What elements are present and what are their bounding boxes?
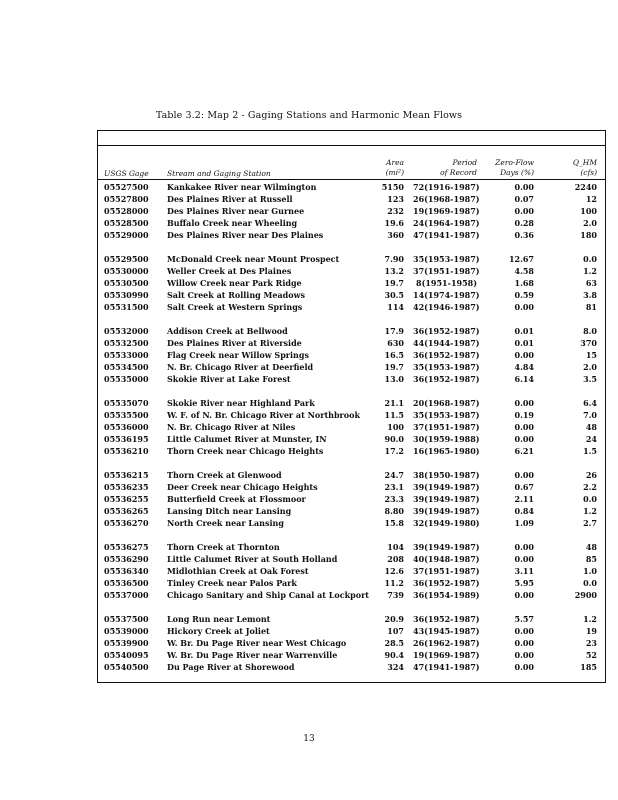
gage-id: 05533000 xyxy=(104,350,149,360)
period-of-record: 37(1951-1987) xyxy=(413,266,480,276)
drainage-area: 19.6 xyxy=(384,218,404,228)
table-row xyxy=(98,301,605,313)
drainage-area: 232 xyxy=(387,206,404,216)
harmonic-mean-flow: 6.4 xyxy=(583,398,597,408)
table-frame xyxy=(97,130,606,683)
gage-id: 05536270 xyxy=(104,518,149,528)
table-row xyxy=(98,589,605,601)
header-gage-label: USGS Gage xyxy=(104,169,149,178)
zero-flow-days: 0.00 xyxy=(514,182,534,192)
table-row xyxy=(98,361,605,373)
station-name: Salt Creek at Western Springs xyxy=(167,302,303,312)
station-name: Buffalo Creek near Wheeling xyxy=(167,218,298,228)
drainage-area: 7.90 xyxy=(384,254,404,264)
zero-flow-days: 0.00 xyxy=(514,206,534,216)
station-name: Tinley Creek near Palos Park xyxy=(167,578,297,588)
station-name: Skokie River near Highland Park xyxy=(167,398,315,408)
gage-id: 05529500 xyxy=(104,254,149,264)
table-row xyxy=(98,613,605,625)
drainage-area: 208 xyxy=(387,554,404,564)
period-of-record: 72(1916-1987) xyxy=(413,182,480,192)
zero-flow-days: 0.00 xyxy=(514,398,534,408)
gage-id: 05530500 xyxy=(104,278,149,288)
harmonic-mean-flow: 26 xyxy=(585,470,597,480)
drainage-area: 90.4 xyxy=(384,650,404,660)
drainage-area: 324 xyxy=(387,662,404,672)
drainage-area: 11.2 xyxy=(384,578,404,588)
period-of-record: 19(1969-1987) xyxy=(413,206,480,216)
gage-id: 05531500 xyxy=(104,302,149,312)
station-name: Skokie River at Lake Forest xyxy=(167,374,291,384)
drainage-area: 23.3 xyxy=(384,494,404,504)
zero-flow-days: 0.59 xyxy=(514,290,534,300)
period-of-record: 14(1974-1987) xyxy=(413,290,480,300)
gage-id: 05528500 xyxy=(104,218,149,228)
period-of-record: 43(1945-1987) xyxy=(413,626,480,636)
gage-id: 05534500 xyxy=(104,362,149,372)
station-name: W. Br. Du Page River near West Chicago xyxy=(167,638,347,648)
table-row xyxy=(98,565,605,577)
station-name: Little Calumet River at South Holland xyxy=(167,554,338,564)
harmonic-mean-flow: 3.5 xyxy=(583,374,597,384)
header-stream xyxy=(167,169,271,179)
drainage-area: 360 xyxy=(387,230,404,240)
harmonic-mean-flow: 48 xyxy=(585,422,597,432)
zero-flow-days: 3.11 xyxy=(514,566,534,576)
harmonic-mean-flow: 15 xyxy=(585,350,597,360)
station-name: Du Page River at Shorewood xyxy=(167,662,295,672)
harmonic-mean-flow: 0.0 xyxy=(583,254,597,264)
drainage-area: 739 xyxy=(387,590,404,600)
header-period-top: Period xyxy=(452,158,477,167)
period-of-record: 36(1952-1987) xyxy=(413,614,480,624)
zero-flow-days: 0.00 xyxy=(514,302,534,312)
drainage-area: 630 xyxy=(387,338,404,348)
drainage-area: 19.7 xyxy=(384,362,404,372)
table-row xyxy=(98,637,605,649)
zero-flow-days: 0.00 xyxy=(514,650,534,660)
period-of-record: 42(1946-1987) xyxy=(413,302,480,312)
gage-id: 05536290 xyxy=(104,554,149,564)
station-name: Midlothian Creek at Oak Forest xyxy=(167,566,309,576)
header-area xyxy=(358,158,404,178)
drainage-area: 5150 xyxy=(381,182,404,192)
zero-flow-days: 0.84 xyxy=(514,506,534,516)
zero-flow-days: 12.67 xyxy=(508,254,534,264)
drainage-area: 21.1 xyxy=(384,398,404,408)
station-name: Butterfield Creek at Flossmoor xyxy=(167,494,306,504)
harmonic-mean-flow: 3.8 xyxy=(583,290,597,300)
harmonic-mean-flow: 19 xyxy=(585,626,597,636)
drainage-area: 11.5 xyxy=(384,410,404,420)
top-rule xyxy=(98,145,605,146)
harmonic-mean-flow: 0.0 xyxy=(583,494,597,504)
zero-flow-days: 0.00 xyxy=(514,350,534,360)
period-of-record: 40(1948-1987) xyxy=(413,554,480,564)
drainage-area: 19.7 xyxy=(384,278,404,288)
harmonic-mean-flow: 7.0 xyxy=(583,410,597,420)
period-of-record: 37(1951-1987) xyxy=(413,422,480,432)
period-of-record: 36(1952-1987) xyxy=(413,326,480,336)
row-group xyxy=(98,181,605,241)
station-name: W. F. of N. Br. Chicago River at Northbrook xyxy=(167,410,360,420)
station-name: Des Plaines River at Riverside xyxy=(167,338,302,348)
header-zero-flow xyxy=(482,158,534,178)
gage-id: 05539000 xyxy=(104,626,149,636)
gage-id: 05536000 xyxy=(104,422,149,432)
station-name: Des Plaines River near Des Plaines xyxy=(167,230,324,240)
drainage-area: 8.80 xyxy=(384,506,404,516)
period-of-record: 36(1952-1987) xyxy=(413,578,480,588)
gage-id: 05532000 xyxy=(104,326,149,336)
station-name: Des Plaines River at Russell xyxy=(167,194,293,204)
period-of-record: 20(1968-1987) xyxy=(413,398,480,408)
table-row xyxy=(98,373,605,385)
period-of-record: 36(1954-1989) xyxy=(413,590,480,600)
table-row xyxy=(98,541,605,553)
drainage-area: 123 xyxy=(387,194,404,204)
station-name: Addison Creek at Bellwood xyxy=(167,326,288,336)
period-of-record: 36(1952-1987) xyxy=(413,374,480,384)
zero-flow-days: 4.58 xyxy=(514,266,534,276)
gage-id: 05537000 xyxy=(104,590,149,600)
harmonic-mean-flow: 1.5 xyxy=(583,446,597,456)
gage-id: 05536215 xyxy=(104,470,149,480)
station-name: Des Plaines River near Gurnee xyxy=(167,206,305,216)
gage-id: 05530990 xyxy=(104,290,149,300)
zero-flow-days: 6.21 xyxy=(514,446,534,456)
header-rule xyxy=(98,179,605,180)
drainage-area: 24.7 xyxy=(384,470,404,480)
harmonic-mean-flow: 1.0 xyxy=(583,566,597,576)
harmonic-mean-flow: 2240 xyxy=(574,182,597,192)
table-row xyxy=(98,625,605,637)
gage-id: 05529000 xyxy=(104,230,149,240)
table-row xyxy=(98,517,605,529)
table-row xyxy=(98,445,605,457)
zero-flow-days: 0.00 xyxy=(514,626,534,636)
station-name: Thorn Creek near Chicago Heights xyxy=(167,446,324,456)
table-row xyxy=(98,421,605,433)
period-of-record: 44(1944-1987) xyxy=(413,338,480,348)
zero-flow-days: 1.68 xyxy=(514,278,534,288)
gage-id: 05527800 xyxy=(104,194,149,204)
harmonic-mean-flow: 185 xyxy=(580,662,597,672)
zero-flow-days: 0.67 xyxy=(514,482,534,492)
header-zero-top: Zero-Flow xyxy=(495,158,534,167)
period-of-record: 36(1952-1987) xyxy=(413,350,480,360)
harmonic-mean-flow: 23 xyxy=(585,638,597,648)
gage-id: 05536275 xyxy=(104,542,149,552)
table-row xyxy=(98,253,605,265)
header-gage xyxy=(104,169,149,179)
zero-flow-days: 0.01 xyxy=(514,326,534,336)
table-row xyxy=(98,505,605,517)
zero-flow-days: 0.00 xyxy=(514,638,534,648)
table-row xyxy=(98,205,605,217)
harmonic-mean-flow: 24 xyxy=(585,434,597,444)
table-row xyxy=(98,481,605,493)
gage-id: 05530000 xyxy=(104,266,149,276)
gage-id: 05536340 xyxy=(104,566,149,576)
gage-id: 05540095 xyxy=(104,650,149,660)
table-row xyxy=(98,217,605,229)
gage-id: 05537500 xyxy=(104,614,149,624)
table-row xyxy=(98,277,605,289)
table-row xyxy=(98,397,605,409)
drainage-area: 100 xyxy=(387,422,404,432)
harmonic-mean-flow: 2.0 xyxy=(583,362,597,372)
station-name: Flag Creek near Willow Springs xyxy=(167,350,309,360)
table-row xyxy=(98,553,605,565)
gage-id: 05532500 xyxy=(104,338,149,348)
zero-flow-days: 1.09 xyxy=(514,518,534,528)
station-name: Little Calumet River at Munster, IN xyxy=(167,434,327,444)
harmonic-mean-flow: 0.0 xyxy=(583,578,597,588)
gage-id: 05535070 xyxy=(104,398,149,408)
zero-flow-days: 5.57 xyxy=(514,614,534,624)
harmonic-mean-flow: 2900 xyxy=(574,590,597,600)
station-name: Deer Creek near Chicago Heights xyxy=(167,482,318,492)
zero-flow-days: 2.11 xyxy=(514,494,534,504)
gage-id: 05536265 xyxy=(104,506,149,516)
table-body xyxy=(98,181,605,685)
header-area-top: Area xyxy=(386,158,404,167)
period-of-record: 47(1941-1987) xyxy=(413,230,480,240)
drainage-area: 107 xyxy=(387,626,404,636)
zero-flow-days: 0.00 xyxy=(514,554,534,564)
drainage-area: 13.0 xyxy=(384,374,404,384)
drainage-area: 20.9 xyxy=(384,614,404,624)
table-row xyxy=(98,409,605,421)
header-qhm xyxy=(539,158,597,178)
period-of-record: 47(1941-1987) xyxy=(413,662,480,672)
period-of-record: 35(1953-1987) xyxy=(413,254,480,264)
zero-flow-days: 0.00 xyxy=(514,542,534,552)
table-row xyxy=(98,181,605,193)
header-zero-bottom: Days (%) xyxy=(500,168,534,177)
zero-flow-days: 5.95 xyxy=(514,578,534,588)
gage-id: 05539900 xyxy=(104,638,149,648)
row-group xyxy=(98,325,605,385)
gage-id: 05536500 xyxy=(104,578,149,588)
harmonic-mean-flow: 100 xyxy=(580,206,597,216)
station-name: Willow Creek near Park Ridge xyxy=(167,278,302,288)
table-row xyxy=(98,349,605,361)
harmonic-mean-flow: 52 xyxy=(585,650,597,660)
zero-flow-days: 0.00 xyxy=(514,422,534,432)
gage-id: 05528000 xyxy=(104,206,149,216)
table-row xyxy=(98,325,605,337)
drainage-area: 28.5 xyxy=(384,638,404,648)
header-period xyxy=(413,158,477,178)
period-of-record: 8(1951-1958) xyxy=(416,278,477,288)
period-of-record: 39(1949-1987) xyxy=(413,542,480,552)
header-period-bottom: of Record xyxy=(440,168,477,177)
harmonic-mean-flow: 2.2 xyxy=(583,482,597,492)
table-row xyxy=(98,289,605,301)
station-name: Weller Creek at Des Plaines xyxy=(167,266,292,276)
header-qhm-top: Q_HM xyxy=(572,158,597,167)
zero-flow-days: 0.00 xyxy=(514,662,534,672)
drainage-area: 17.9 xyxy=(384,326,404,336)
harmonic-mean-flow: 63 xyxy=(585,278,597,288)
row-group xyxy=(98,397,605,457)
station-name: North Creek near Lansing xyxy=(167,518,284,528)
drainage-area: 13.2 xyxy=(384,266,404,276)
gage-id: 05535000 xyxy=(104,374,149,384)
harmonic-mean-flow: 48 xyxy=(585,542,597,552)
table-row xyxy=(98,337,605,349)
drainage-area: 104 xyxy=(387,542,404,552)
drainage-area: 30.5 xyxy=(384,290,404,300)
gage-id: 05536210 xyxy=(104,446,149,456)
zero-flow-days: 4.84 xyxy=(514,362,534,372)
station-name: N. Br. Chicago River at Deerfield xyxy=(167,362,314,372)
row-group xyxy=(98,613,605,673)
zero-flow-days: 0.00 xyxy=(514,434,534,444)
station-name: Long Run near Lemont xyxy=(167,614,271,624)
page-number: 13 xyxy=(303,734,315,744)
period-of-record: 24(1964-1987) xyxy=(413,218,480,228)
table-row xyxy=(98,265,605,277)
gage-id: 05536235 xyxy=(104,482,149,492)
station-name: W. Br. Du Page River near Warrenville xyxy=(167,650,338,660)
station-name: N. Br. Chicago River at Niles xyxy=(167,422,296,432)
table-row xyxy=(98,577,605,589)
drainage-area: 114 xyxy=(387,302,404,312)
harmonic-mean-flow: 370 xyxy=(580,338,597,348)
zero-flow-days: 0.28 xyxy=(514,218,534,228)
zero-flow-days: 0.00 xyxy=(514,590,534,600)
drainage-area: 23.1 xyxy=(384,482,404,492)
harmonic-mean-flow: 2.0 xyxy=(583,218,597,228)
harmonic-mean-flow: 12 xyxy=(585,194,597,204)
period-of-record: 39(1949-1987) xyxy=(413,494,480,504)
harmonic-mean-flow: 1.2 xyxy=(583,506,597,516)
harmonic-mean-flow: 1.2 xyxy=(583,266,597,276)
zero-flow-days: 6.14 xyxy=(514,374,534,384)
harmonic-mean-flow: 85 xyxy=(585,554,597,564)
row-group xyxy=(98,469,605,529)
period-of-record: 35(1953-1987) xyxy=(413,410,480,420)
period-of-record: 19(1969-1987) xyxy=(413,650,480,660)
drainage-area: 15.8 xyxy=(384,518,404,528)
gage-id: 05535500 xyxy=(104,410,149,420)
period-of-record: 26(1968-1987) xyxy=(413,194,480,204)
row-group xyxy=(98,253,605,313)
gage-id: 05527500 xyxy=(104,182,149,192)
station-name: Kankakee River near Wilmington xyxy=(167,182,317,192)
period-of-record: 37(1951-1987) xyxy=(413,566,480,576)
station-name: McDonald Creek near Mount Prospect xyxy=(167,254,340,264)
header-qhm-bottom: (cfs) xyxy=(580,168,597,177)
drainage-area: 17.2 xyxy=(384,446,404,456)
drainage-area: 16.5 xyxy=(384,350,404,360)
period-of-record: 39(1949-1987) xyxy=(413,482,480,492)
station-name: Chicago Sanitary and Ship Canal at Lockport xyxy=(167,590,369,600)
table-row xyxy=(98,649,605,661)
period-of-record: 32(1949-1980) xyxy=(413,518,480,528)
gage-id: 05536255 xyxy=(104,494,149,504)
table-caption: Table 3.2: Map 2 - Gaging Stations and Harmonic Mean Flows xyxy=(155,110,463,121)
table-row xyxy=(98,229,605,241)
station-name: Thorn Creek at Glenwood xyxy=(167,470,282,480)
harmonic-mean-flow: 180 xyxy=(580,230,597,240)
period-of-record: 35(1953-1987) xyxy=(413,362,480,372)
table-row xyxy=(98,469,605,481)
gage-id: 05540500 xyxy=(104,662,149,672)
row-group xyxy=(98,541,605,601)
harmonic-mean-flow: 1.2 xyxy=(583,614,597,624)
table-row xyxy=(98,433,605,445)
table-row xyxy=(98,193,605,205)
station-name: Thorn Creek at Thornton xyxy=(167,542,280,552)
station-name: Salt Creek at Rolling Meadows xyxy=(167,290,305,300)
harmonic-mean-flow: 2.7 xyxy=(583,518,597,528)
zero-flow-days: 0.36 xyxy=(514,230,534,240)
header-area-bottom: (mi²) xyxy=(385,168,404,177)
zero-flow-days: 0.19 xyxy=(514,410,534,420)
header-stream-label: Stream and Gaging Station xyxy=(167,169,271,178)
period-of-record: 38(1950-1987) xyxy=(413,470,480,480)
zero-flow-days: 0.01 xyxy=(514,338,534,348)
period-of-record: 16(1965-1980) xyxy=(413,446,480,456)
station-name: Lansing Ditch near Lansing xyxy=(167,506,292,516)
harmonic-mean-flow: 8.0 xyxy=(583,326,597,336)
period-of-record: 26(1962-1987) xyxy=(413,638,480,648)
zero-flow-days: 0.00 xyxy=(514,470,534,480)
drainage-area: 90.0 xyxy=(384,434,404,444)
station-name: Hickory Creek at Joliet xyxy=(167,626,270,636)
gage-id: 05536195 xyxy=(104,434,149,444)
table-row xyxy=(98,661,605,673)
drainage-area: 12.6 xyxy=(384,566,404,576)
period-of-record: 30(1959-1988) xyxy=(413,434,480,444)
zero-flow-days: 0.07 xyxy=(514,194,534,204)
harmonic-mean-flow: 81 xyxy=(585,302,597,312)
table-row xyxy=(98,493,605,505)
period-of-record: 39(1949-1987) xyxy=(413,506,480,516)
